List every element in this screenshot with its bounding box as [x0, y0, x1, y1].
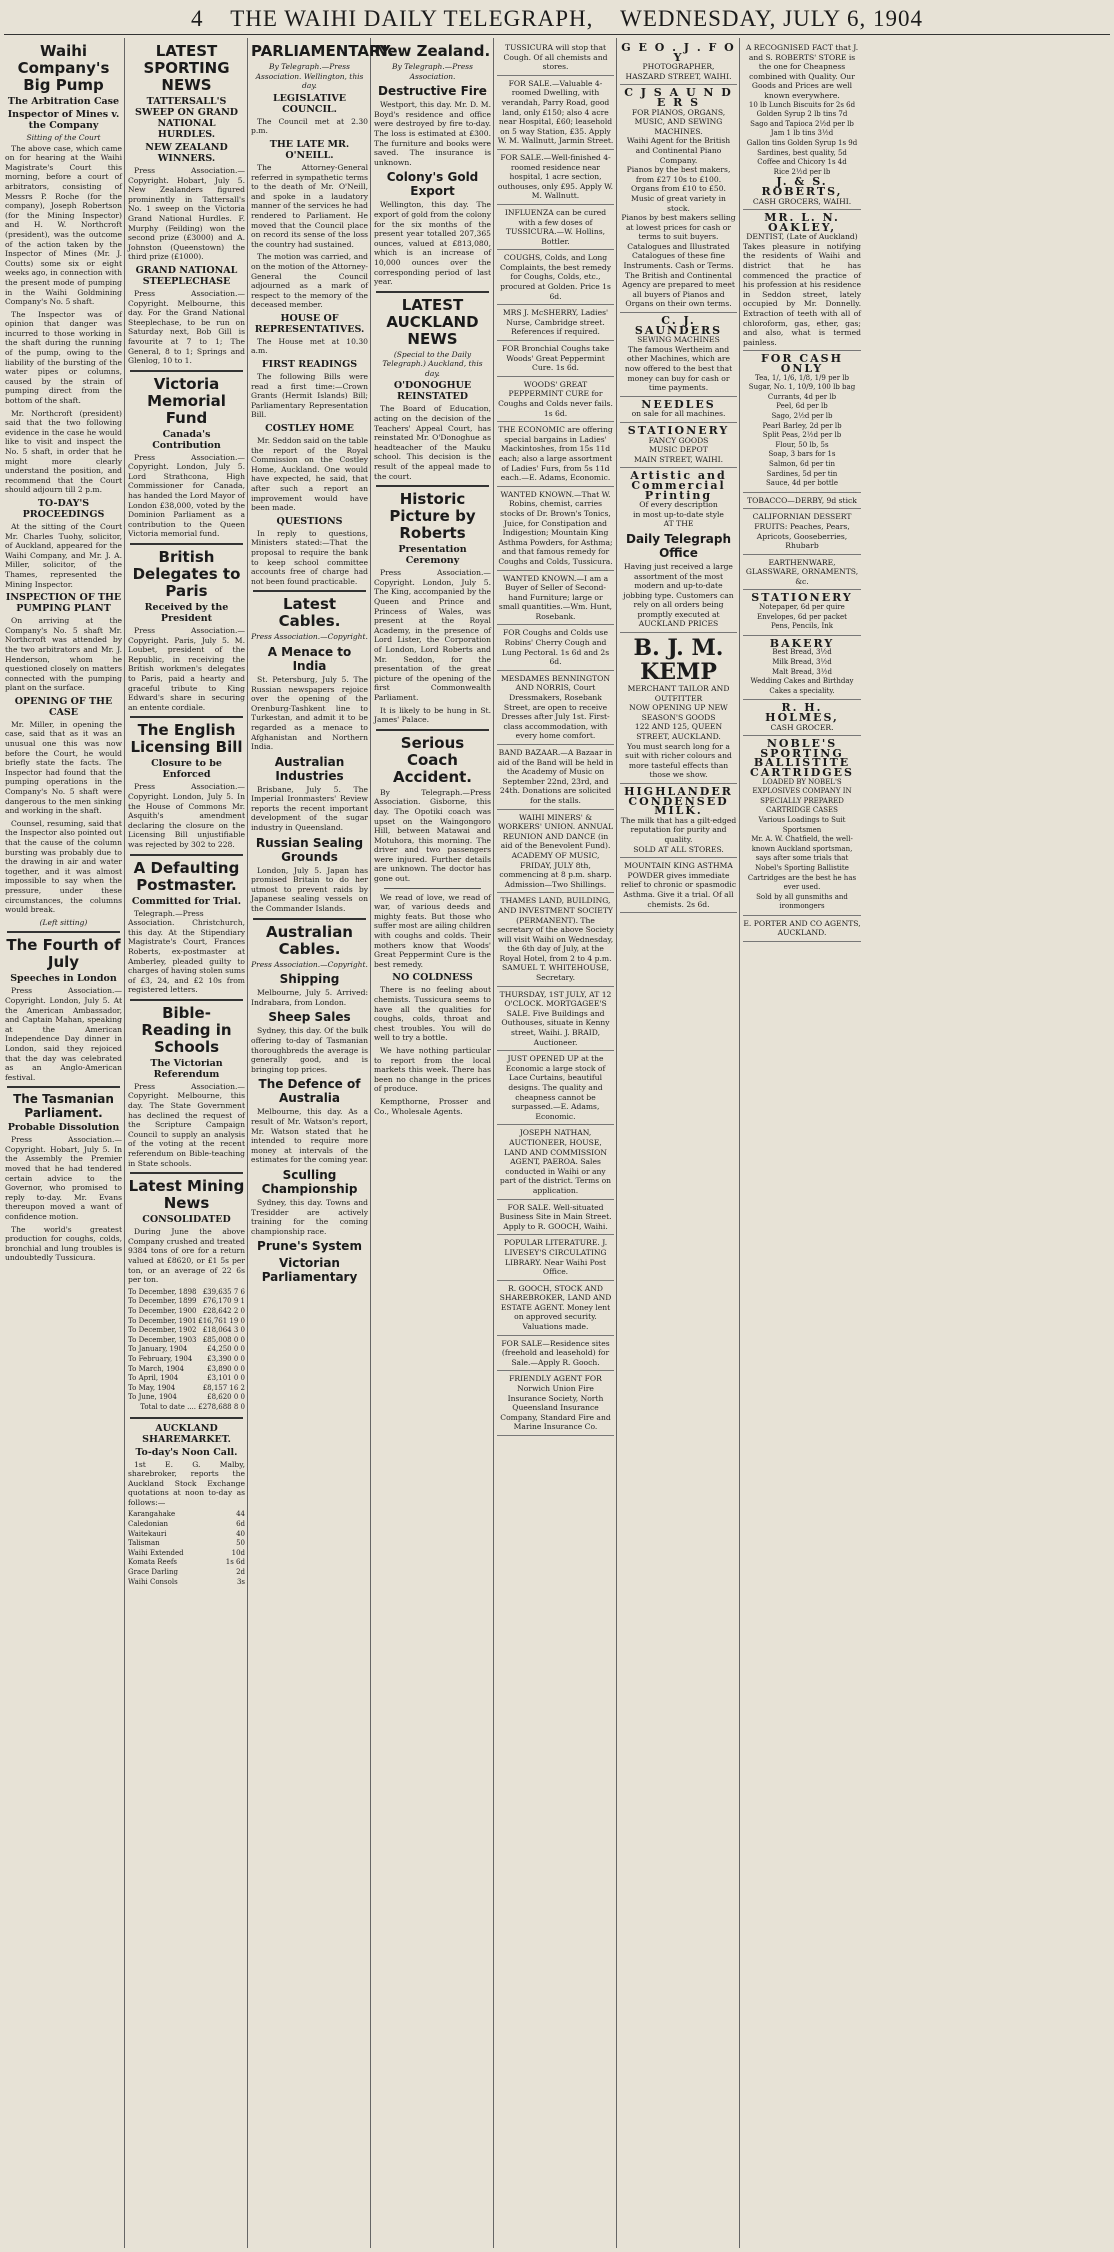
tailor-ad: B. J. M. KEMP MERCHANT TAILOR AND OUTFITTER NOW OPENING UP NEW SEASON'S GOODS 122 AND 125, QUEEN STREET, AUCKLAND. You must search long for a suit with richer colours and more tasteful effects than those we show. — [620, 633, 737, 784]
classified-ad: JUST OPENED UP at the Economic a large stock of Lace Curtains, beautiful designs. The quality and cheapness cannot be surpassed.—E. Adams, Economic. — [497, 1051, 614, 1125]
classified-ad: MRS J. McSHERRY, Ladies' Nurse, Cambridge street. References if required. — [497, 305, 614, 341]
headline: The Fourth of July — [6, 936, 121, 972]
subheadline: NEW ZEALAND WINNERS. — [145, 142, 228, 164]
dateline: Press Association.—Copyright. — [251, 632, 368, 642]
ad-name: HIGHLANDER — [624, 785, 733, 798]
dateline: (Special to the Daily Telegraph.) Auckland, this day. — [382, 349, 483, 378]
section-heading: HOUSE OF REPRESENTATIVES. — [254, 312, 365, 335]
table-row: To April, 1904 £3,101 0 0 — [128, 1374, 245, 1383]
section-heading: LEGISLATIVE COUNCIL. — [273, 92, 346, 115]
paragraph: Press Association.—Copyright. Hobart, July 5. In the Assembly the Premier moved that he had tendered certain advice to the Governor, who promised to reply to-day. Mr. Evans thereupon moved a want of confidence motion. — [5, 1135, 122, 1222]
classified-ad: WANTED KNOWN.—That W. Robins, chemist, carries stocks of Dr. Brown's Tonics, Juice, for Constipation and Indigestion; Mountain King Asthma Powders, for Asthma; and that famous remedy for Coughs and Colds, Tussicura. — [497, 487, 614, 571]
paragraph: On arriving at the Company's No. 5 shaft Mr. Northcroft was attended by the two arbitrators and Mr. J. Henderson, whom he questioned closely on matters connected with the pumping plant on the surface. — [5, 616, 122, 693]
headline: Destructive Fire — [378, 84, 487, 99]
paragraph: Press Association.—Copyright. London, July 5. Lord Strathcona, High Commissioner for Canada, has handed the Lord Mayor of London £38,000, voted by the Dominion Parliament as a contribution to the Queen Victoria memorial fund. — [128, 452, 245, 539]
subheadline: Sitting of the Court — [26, 133, 101, 142]
ad-name: NEEDLES — [641, 397, 716, 411]
fruits-ad: CALIFORNIAN DESSERT FRUITS: Peaches, Pears, Apricots, Gooseberries, Rhubarb — [743, 509, 861, 554]
paragraph: Telegraph.—Press Association. Christchurch, this day. At the Stipendiary Magistrate's Court, Frances Roberts, ex-postmaster at Amberley, pleaded guilty to charges of having stolen sums of £3, 24, and £2 10s from registered letters. — [128, 908, 245, 995]
ad-name: STATIONERY — [751, 591, 853, 605]
classified-ad: FRIENDLY AGENT FOR Norwich Union Fire Insurance Society, North Queensland Insurance Company, Standard Fire and Marine Insurance Co. — [497, 1371, 614, 1436]
ad-address: HASZARD STREET, WAIHI. — [625, 71, 732, 81]
classified-ad: THE ECONOMIC are offering special bargains in Ladies' Mackintoshes, from 15s 11d each; also a large assortment of Ladies' Furs, from 5s 11d each.—E. Adams, Economic. — [497, 422, 614, 487]
paragraph: The Council met at 2.30 p.m. — [251, 116, 368, 136]
classified-ad: FOR SALE.—Well-finished 4-roomed residence near hospital, 1 acre section, outhouses, only £95. Apply W. M. Wallnutt. — [497, 150, 614, 205]
headline: British Delegates to Paris — [132, 548, 241, 601]
subheadline: The Arbitration Case — [7, 96, 120, 107]
store-ad: A RECOGNISED FACT that J. and S. ROBERTS' STORE is the one for Cheapness combined with Quality. Our Goods and Prices are well known everywhere. 10 lb Lunch Biscuits for 2s 6d Golden Syrup 2 lb tins 7d Sago and Tapioca 2½d per lb Jam 1 lb tins 3½d Gallon tins Golden Syrup 1s 9d Sardines, best quality, 5d Coffee and Chicory 1s 4d Rice 2½d per lb J. & S. ROBERTS, CASH GROCERS, WAIHI. — [743, 40, 861, 210]
section-heading: QUESTIONS — [276, 515, 343, 527]
classified-ad: INFLUENZA can be cured with a few doses of TUSSICURA.—W. Hollins, Bottler. — [497, 205, 614, 250]
classified-ad: FOR SALE.—Valuable 4-roomed Dwelling, with verandah, Parry Road, good land, only £150; also 4 acre near Hospital, £60; leasehold on 5 way Station, £35. Apply W. M. Wallnutt, Jarmin Street. — [497, 76, 614, 150]
ad-name: MR. L. N. OAKLEY, — [764, 211, 840, 234]
section-heading: THE LATE MR. O'NEILL. — [269, 138, 350, 161]
divider — [7, 931, 120, 933]
paragraph: Press Association.—Copyright. Melbourne, this day. For the Grand National Steeplechase, to be run on Saturday next, Bob Gill is favourite at 7 to 1; The General, 8 to 1; Springs and Glenlog, 10 to 1. — [128, 288, 245, 366]
paragraph: Counsel, resuming, said that the Inspector also pointed out that the cause of the column bursting was probably due to the drawing in air and water together, and it was almost impossible to say when the pressure, under these circumstances, the columns would break. — [5, 818, 122, 915]
paragraph: The motion was carried, and on the motion of the Attorney-General the Council adjourned as a mark of respect to the memory of the deceased member. — [251, 252, 368, 310]
headline: Sheep Sales — [268, 1010, 351, 1025]
stationery-ad: STATIONERY Notepaper, 6d per quire Envelopes, 6d per packet Pens, Pencils, Ink — [743, 590, 861, 635]
table-row: To December, 1903 £85,008 0 0 — [128, 1335, 245, 1344]
divider — [130, 1417, 243, 1419]
credit-line: (Left sitting) — [39, 917, 88, 927]
table-row: To January, 1904 £4,250 0 0 — [128, 1345, 245, 1354]
table-row: To May, 1904 £8,157 16 2 — [128, 1383, 245, 1392]
classified-ad: WOODS' GREAT PEPPERMINT CURE for Coughs and Colds never fails. 1s 6d. — [497, 377, 614, 422]
headline: Historic Picture by Roberts — [389, 490, 476, 543]
ad-name: R. H. HOLMES, — [765, 701, 839, 724]
returns-table — [128, 1288, 245, 1413]
subheadline: Received by the President — [144, 602, 229, 625]
classified-ad: R. GOOCH, STOCK AND SHAREBROKER, LAND AND ESTATE AGENT. Money lent on approved security. Valuations made. — [497, 1281, 614, 1336]
headline: A Menace to India — [267, 644, 352, 673]
paragraph: Melbourne, July 5. Arrived: Indrabara, from London. — [251, 988, 368, 1007]
headline: Waihi Company's Big Pump — [17, 42, 110, 94]
headline: The English Licensing Bill — [130, 721, 243, 757]
paragraph: Press Association.—Copyright. London, July 5. The King, accompanied by the Queen and Prince and Princess of Wales, was present at the Royal Academy, in the presence of Lord Lister, the Corporation of London, Lord Roberts and Mr. Seddon, for the presentation of the great picture of the opening of the first Commonwealth Parliament. — [374, 568, 491, 702]
table-row: To December, 1898 £39,635 7 6 — [128, 1287, 245, 1296]
classified-ad: COUGHS, Colds, and Long Complaints, the best remedy for Coughs, Colds, etc., procured at Golden. Price 1s 6d. — [497, 250, 614, 305]
paragraph: There is no feeling about chemists. Tussicura seems to have all the qualities for coughs, colds, throat and chest troubles. You will do well to try a bottle. — [374, 985, 491, 1043]
subheadline: Probable Dissolution — [7, 1122, 120, 1134]
subheadline: CONSOLIDATED — [142, 1214, 231, 1226]
classified-ad: FOR SALE. Well-situated Business Site in Main Street. Apply to R. GOOCH, Waihi. — [497, 1200, 614, 1236]
paragraph: Press Association.—Copyright. Melbourne, this day. The State Government has declined the request of the Scripture Campaign Council to supply an analysis of the voting at the recent referendum on Bible-teaching in State schools. — [128, 1081, 245, 1168]
column-2 — [125, 38, 248, 2248]
table-row: To June, 1904 £8,620 0 0 — [128, 1393, 245, 1402]
cash-prices-ad: FOR CASH ONLY Tea, 1/, 1/6, 1/8, 1/9 per lb Sugar, No. 1, 10/9, 100 lb bag Currants, 4d per lb Peel, 6d per lb Sago, 2½d per lb Pearl Barley, 2d per lb Split Peas, 2½d per lb Flour, 50 lb, 5s Soap, 3 bars for 1s Salmon, 6d per tin Sardines, 5d per tin Sauce, 4d per bottle — [743, 351, 861, 492]
bakery-ad: BAKERY Best Bread, 3½d Milk Bread, 3½d Malt Bread, 3½d Wedding Cakes and Birthday Cakes a speciality. — [743, 636, 861, 701]
paragraph: Mr. Seddon said on the table the report of the Royal Commission on the Costley Home, Auckland. One would have expected, he said, that after such a report an improvement would have been made. — [251, 436, 368, 513]
section-heading: FIRST READINGS — [261, 359, 358, 371]
columns — [2, 38, 1112, 2248]
section-heading: GRAND NATIONAL STEEPLECHASE — [135, 264, 238, 287]
paragraph: Mr. Northcroft (president) said that the two following evidence in the case he would like to visit and inspect the No. 5 shaft, in order that he might more clearly understand the position, and recommend that the Court should adjourn till 2 p.m. — [5, 408, 122, 495]
page-number: 4 — [190, 6, 204, 31]
ad-name: C J S A U N D E R S — [624, 86, 733, 109]
paragraph: St. Petersburg, July 5. The Russian newspapers rejoice over the opening of the Orenburg-Tashkent line to Turkestan, and admit it to be regarded as a menace to Afghanistan and Northern India. — [251, 674, 368, 752]
subheadline: Canada's Contribution — [152, 428, 221, 451]
subheadline: Committed for Trial. — [131, 895, 242, 907]
classified-ad: FOR Coughs and Colds use Robins' Cherry Cough and Lung Pectoral. 1s 6d and 2s 6d. — [497, 625, 614, 670]
subheadline: Inspector of Mines v. the Company — [7, 109, 120, 131]
section-heading: O'DONOGHUE REINSTATED — [393, 380, 472, 403]
headline: Latest Cables. — [278, 595, 341, 631]
divider — [384, 888, 481, 889]
paragraph: In reply to questions, Ministers stated:—That the proposal to require the bank to keep school committee accounts free of charge had not been found practicable. — [251, 528, 368, 586]
printing-ad: Artistic and Commercial Printing Of every description in most up-to-date style AT THE Daily Telegraph Office Having just received a large assortment of the most modern and up-to-date jobbing type. Customers can rely on all orders being promptly executed at AUCKLAND PRICES — [620, 468, 737, 633]
section-heading: TO-DAY'S PROCEEDINGS — [22, 497, 105, 520]
masthead-date: WEDNESDAY, JULY 6, 1904 — [620, 6, 923, 31]
ad-name: Artistic and Commercial Printing — [630, 469, 727, 502]
masthead-title: THE WAIHI DAILY TELEGRAPH, — [230, 6, 594, 31]
ad-name: BAKERY — [769, 636, 835, 650]
divider — [130, 543, 243, 545]
photographer-ad — [620, 40, 737, 85]
classified-ad: POPULAR LITERATURE. J. LIVESEY'S CIRCULATING LIBRARY. Near Waihi Post Office. — [497, 1235, 614, 1280]
paragraph: Westport, this day. Mr. D. M. Boyd's residence and office were destroyed by fire to-day. The loss is estimated at £300. The furniture and books were saved. The insurance is unknown. — [374, 100, 491, 167]
stock-list — [128, 1510, 245, 1587]
list-item: Waitekauri 40 — [128, 1529, 245, 1538]
paragraph: Brisbane, July 5. The Imperial Ironmasters' Review reports the recent important development of the sugar industry in Queensland. — [251, 784, 368, 833]
ad-subtitle: PHOTOGRAPHER, — [642, 62, 715, 72]
ad-name: B. J. M. KEMP — [633, 635, 724, 686]
list-item: Talisman 50 — [128, 1539, 245, 1548]
tobacco-ad: TOBACCO—DERBY, 9d stick — [743, 493, 861, 510]
paragraph: By Telegraph.—Press Association. Gisborne, this day. The Opotiki coach was upset on the Waingongoro Hill, between Matawai and Motuhora, this morning. The driver and two passengers were injured. Further details are unknown. The doctor has gone out. — [374, 787, 491, 884]
section-heading: NO COLDNESS — [392, 972, 473, 984]
headline: Serious Coach Accident. — [393, 733, 472, 786]
paragraph: 1st E. G. Malby, sharebroker, reports the Auckland Stock Exchange quotations at noon to-day as follows:— — [128, 1459, 245, 1507]
paragraph: Melbourne, this day. As a result of Mr. Watson's report, Mr. Watson stated that he intended to require more money at intervals of the estimates for the coming year. — [251, 1107, 368, 1165]
subheadline: Presentation Ceremony — [398, 544, 467, 567]
paragraph: During June the above Company crushed and treated 9384 tons of ore for a return valued at £8620, or £1 5s per ton, or an average of 22 6s per ton. — [128, 1227, 245, 1285]
subheadline: Closure to be Enforced — [151, 758, 222, 781]
headline: Australian Cables. — [266, 922, 353, 958]
list-item: Waihi Consols 3s — [128, 1577, 245, 1586]
section-heading: COSTLEY HOME — [265, 423, 354, 435]
grocer-ad: R. H. HOLMES, CASH GROCER. — [743, 700, 861, 736]
column-4 — [371, 38, 494, 2248]
column-3 — [248, 38, 394, 2248]
table-row: To December, 1901 £16,761 19 0 — [128, 1316, 245, 1325]
headline: New Zealand. — [374, 42, 491, 60]
cartridges-ad: NOBLE'S SPORTING BALLISTITE CARTRIDGES LOADED BY NOBEL'S EXPLOSIVES COMPANY IN SPECIALLY PREPARED CARTRIDGE CASES Various Loadings to Suit Sportsmen Mr. A. W. Chatfield, the well-known Auckland sportsman, says after some trials that Nobel's Sporting Ballistite Cartridges are the best he has ever used. Sold by all gunsmiths and ironmongers — [743, 736, 861, 916]
subheadline: The Victorian Referendum — [150, 1057, 223, 1080]
paragraph: The Attorney-General referred in sympathetic terms to the death of Mr. O'Neill, and spoke in a laudatory manner of the services he had rendered to Parliament. He moved that the Council place on record its sense of the loss the country had sustained. — [251, 162, 368, 249]
headline: LATEST SPORTING NEWS — [143, 42, 230, 94]
table-row: To December, 1900 £28,642 2 0 — [128, 1306, 245, 1315]
headline: A Defaulting Postmaster. — [133, 858, 240, 894]
headline: Shipping — [279, 972, 340, 987]
divider — [130, 370, 243, 372]
column-6 — [617, 38, 740, 2248]
headline: The Defence of Australia — [258, 1077, 361, 1106]
section-heading: To-day's Noon Call. — [135, 1446, 238, 1458]
paragraph: The world's greatest production for coughs, colds, bronchial and lung troubles is undoubtedly Tussicura. — [5, 1224, 122, 1263]
classified-ad: MESDAMES BENNINGTON AND NORRIS, Court Dressmakers, Rosebank Street, are open to receive Dresses after July 1st. First-class accommodation, with every home comfort. — [497, 671, 614, 745]
dateline: By Telegraph.—Press Association. Wellington, this day. — [255, 62, 364, 91]
list-item: Grace Darling 2d — [128, 1568, 245, 1577]
classified-ad: JOSEPH NATHAN, AUCTIONEER, HOUSE, LAND AND COMMISSION AGENT, PAEROA. Sales conducted in Waihi or any part of the district. Terms on application. — [497, 1125, 614, 1199]
classified-ad: WAIHI MINERS' & WORKERS' UNION. ANNUAL REUNION AND DANCE (in aid of the Benevolent Fund). ACADEMY OF MUSIC, FRIDAY, JULY 8th, commencing at 8 p.m. sharp. Admission—Two Shillings. — [497, 810, 614, 894]
divider — [253, 590, 366, 592]
dentist-ad: MR. L. N. OAKLEY, DENTIST, (Late of Auckland) Takes pleasure in notifying the residents of Waihi and district that he has commenced the practice of his profession at his residence in Seddon street, lately occupied by Mr. Donnelly. Extraction of teeth with all of chloroform, gas, ether, gas; and also, what is termed painless. — [743, 210, 861, 351]
paragraph: We read of love, we read of war, of various deeds and mighty feats. But those who suffer most are ailing children with coughs and colds. Their mothers know that Woods' Great Peppermint Cure is the best remedy. — [374, 892, 491, 969]
paragraph: Sydney, this day. Of the bulk offering to-day of Tasmanian thoroughbreds the average is generally good, and is bringing top prices. — [251, 1026, 368, 1074]
paragraph: It is likely to be hung in St. James' Palace. — [374, 705, 491, 725]
paragraph: Press Association.—Copyright. Hobart, July 5. New Zealanders figured prominently in Tattersall's No. 1 sweep on the Victoria Grand National Hurdles. F. Murphy (Feilding) won the second prize (£3000) and A. Johnston (Queenstown) the third prize (£1000). — [128, 166, 245, 262]
section-heading: AUCKLAND SHAREMARKET. — [142, 1422, 231, 1445]
divider — [376, 729, 489, 731]
headline: Victoria Memorial Fund — [147, 374, 226, 427]
headline: Bible-Reading in Schools — [141, 1003, 232, 1056]
list-item: Waihi Extended 10d — [128, 1548, 245, 1557]
paragraph: Press Association.—Copyright. London, July 5. At the American Ambassador, and Captain Mahan, speaking at the American Independence Day dinner in London, said they rejoiced that the day was celebrated as an Anglo-American festival. — [5, 986, 122, 1082]
divider — [376, 485, 489, 487]
subheadline: Speeches in London — [10, 973, 117, 985]
classified-ad: FOR SALE—Residence sites (freehold and leasehold) for Sale.—Apply R. Gooch. — [497, 1336, 614, 1372]
masthead-rule — [4, 34, 1110, 35]
paragraph: The above case, which came on for hearing at the Waihi Magistrate's Court this morning, before a court of arbitrators, consisting of Messrs P. Roche (for the company), Joseph Robertson (for the Mining Inspector) and H. W. Northcroft (president), was the outcome of the action taken by the Inspector of Mines (Mr. J. Coutts) some six or eight weeks ago, in connection with the present mode of pumping in the Waihi Goldmining Company's No. 5 shaft. — [5, 143, 122, 307]
table-row: To December, 1899 £76,170 9 1 — [128, 1297, 245, 1306]
headline: The Tasmanian Parliament. — [13, 1092, 114, 1121]
paragraph: Sydney, this day. Towns and Tresidder are actively training for the coming championship race. — [251, 1197, 368, 1236]
dateline: By Telegraph.—Press Association. — [392, 62, 473, 81]
masthead — [0, 6, 1114, 32]
column-7 — [740, 38, 863, 2248]
paragraph: Kempthorne, Prosser and Co., Wholesale Agents. — [374, 1096, 491, 1116]
paragraph: Press Association.—Copyright. London, July 5. In the House of Commons Mr. Asquith's amendment declaring the closure on the Licensing Bill unjustifiable was rejected by 302 to 228. — [128, 782, 245, 849]
needles-ad: NEEDLES on sale for all machines. — [620, 397, 737, 423]
ad-name: FOR CASH ONLY — [761, 352, 843, 375]
headline: Russian Sealing Grounds — [255, 835, 364, 864]
dateline: Press Association.—Copyright. — [251, 959, 368, 969]
paragraph: At the sitting of the Court Mr. Charles Tuohy, solicitor, of Auckland, appeared for the Waihi Company, and Mr. J. A. Miller, solicitor, of the Thames, represented the Mining Inspector. — [5, 521, 122, 589]
divider — [130, 999, 243, 1001]
headline: Sculling Championship — [261, 1167, 358, 1196]
classified-ad: THAMES LAND, BUILDING, AND INVESTMENT SOCIETY (PERMANENT). The secretary of the above Society will visit Waihi on Wednesday, the 6th day of July, at the Royal Hotel, from 2 to 4 p.m. SAMUEL T. WHITEHOUSE, Secretary. — [497, 893, 614, 986]
paragraph: The following Bills were read a first time:—Crown Grants (Hermit Islands) Bill; Parliamentary Representation Bill. — [251, 372, 368, 420]
classified-ad: THURSDAY, 1ST JULY, AT 12 O'CLOCK. MORTGAGEE'S SALE. Five Buildings and Outhouses, situate in Kenny street, Waihi. J. BRAID, Auctioneer. — [497, 987, 614, 1052]
table-row: To December, 1902 £18,064 3 0 — [128, 1326, 245, 1335]
table-total: Total to date .... £278,688 8 0 — [140, 1402, 245, 1411]
headline: Victorian Parliamentary — [261, 1256, 358, 1285]
list-item: Komata Reefs 1s 6d — [128, 1558, 245, 1567]
classified-ad: BAND BAZAAR.—A Bazaar in aid of the Band will be held in the Academy of Music on September 22nd, 23rd, and 24th. Donations are solicited for the stalls. — [497, 745, 614, 810]
paragraph: Press Association.—Copyright. Paris, July 5. M. Loubet, president of the Republic, in receiving the British workmen's delegates to Paris, paid a hearty and graceful tribute to King Edward's share in securing an entente cordiale. — [128, 626, 245, 712]
stationery-ad: STATIONERY FANCY GOODS MUSIC DEPOT MAIN STREET, WAIHI. — [620, 423, 737, 468]
headline: Australian Industries — [274, 754, 345, 783]
condensed-milk-ad: HIGHLANDER CONDENSED MILK. The milk that has a gilt-edged reputation for purity and quality. SOLD AT ALL STORES. — [620, 784, 737, 858]
ad-name: J. & S. ROBERTS, — [761, 175, 843, 198]
column-1 — [2, 38, 125, 2248]
ad-name: G E O . J . F O Y — [621, 41, 736, 64]
divider — [130, 854, 243, 856]
sewing-machine-ad: C. J. SAUNDERS SEWING MACHINES The famous Wertheim and other Machines, which are now offered to the best that money can buy for cash or time payments. — [620, 313, 737, 397]
paragraph: We have nothing particular to report from the local markets this week. There has been no change in the prices of produce. — [374, 1045, 491, 1094]
divider — [376, 291, 489, 293]
paragraph: The Board of Education, acting on the decision of the Teachers' Appeal Court, has reinstated Mr. O'Donoghue as headteacher of the Mauku school. This decision is the result of the appeal made to the court. — [374, 404, 491, 481]
ad-name: NOBLE'S SPORTING BALLISTITE CARTRIDGES — [750, 737, 854, 779]
divider — [130, 716, 243, 718]
headline: Prune's System — [257, 1239, 362, 1254]
classified-ad: FOR Bronchial Coughs take Woods' Great Peppermint Cure. 1s 6d. — [497, 341, 614, 377]
porter-ad: E. PORTER AND CO AGENTS, AUCKLAND. — [743, 916, 861, 942]
list-item: Caledonian 6d — [128, 1520, 245, 1529]
ad-name: C. J. SAUNDERS — [634, 314, 723, 337]
ad-name: STATIONERY — [627, 423, 730, 437]
divider — [253, 918, 366, 920]
table-row: To March, 1904 £3,890 0 0 — [128, 1364, 245, 1373]
piano-ad: C J S A U N D E R S FOR PIANOS, ORGANS, MUSIC, AND SEWING MACHINES. Waihi Agent for the British and Continental Piano Company. Pianos by the best makers, from £27 10s to £100. Organs from £10 to £50. Music of great variety in stock. Pianos by best makers selling at lowest prices for cash or terms to suit buyers. Catalogues and Illustrated Catalogues of these fine Instruments. Cash or Terms. The British and Continental Agency are prepared to meet all buyers of Pianos and Organs on their own terms. — [620, 85, 737, 313]
classified-ad: TUSSICURA will stop that Cough. Of all chemists and stores. — [497, 40, 614, 76]
headline: Latest Mining News — [128, 1177, 245, 1213]
headline: PARLIAMENTARY. — [251, 42, 394, 60]
paragraph: The House met at 10.30 a.m. — [251, 336, 368, 356]
subheadline: TATTERSALL'S SWEEP ON GRAND NATIONAL HURDLES. — [134, 96, 239, 140]
paragraph: Mr. Miller, in opening the case, said that as it was an unusual one this was now before the Court, he would briefly state the facts. The Inspector had found that the pumping operations in the Company's No. 5 shaft were dangerous to the men sinking and working in the shaft. — [5, 719, 122, 816]
earthenware-ad: EARTHENWARE, GLASSWARE, ORNAMENTS, &c. — [743, 555, 861, 591]
table-row: To February, 1904 £3,390 0 0 — [128, 1354, 245, 1363]
divider — [130, 1172, 243, 1174]
headline: LATEST AUCKLAND NEWS — [386, 295, 479, 348]
asthma-powder-ad: MOUNTAIN KING ASTHMA POWDER gives immediate relief to chronic or spasmodic Asthma. Give it a trial. Of all chemists. 2s 6d. — [620, 858, 737, 913]
section-heading: OPENING OF THE CASE — [14, 695, 113, 718]
paragraph: The Inspector was of opinion that danger was incurred to those working in the shaft during the running of the pump, owing to the liability of the bursting of the water pipes or columns, caused by the strain of pumping direct from the bottom of the shaft. — [5, 309, 122, 406]
ad-office: Daily Telegraph Office — [625, 531, 731, 560]
column-5 — [494, 38, 617, 2248]
paragraph: Wellington, this day. The export of gold from the colony for the six months of the present year totalled 207,365 ounces, valued at £813,080, which is an increase of 10,000 ounces over the corresponding period of last year. — [374, 200, 491, 287]
list-item: Karangahake 44 — [128, 1510, 245, 1519]
paragraph: London, July 5. Japan has promised Britain to do her utmost to prevent raids by Japanese sealing vessels on the Commander Islands. — [251, 865, 368, 914]
classified-ad: WANTED KNOWN.—I am a Buyer of Seller of Second-hand Furniture; large or small quantities.—Wm. Hunt, Rosebank. — [497, 571, 614, 626]
section-heading: INSPECTION OF THE PUMPING PLANT — [5, 592, 122, 615]
divider — [7, 1086, 120, 1088]
headline: Colony's Gold Export — [386, 170, 479, 199]
